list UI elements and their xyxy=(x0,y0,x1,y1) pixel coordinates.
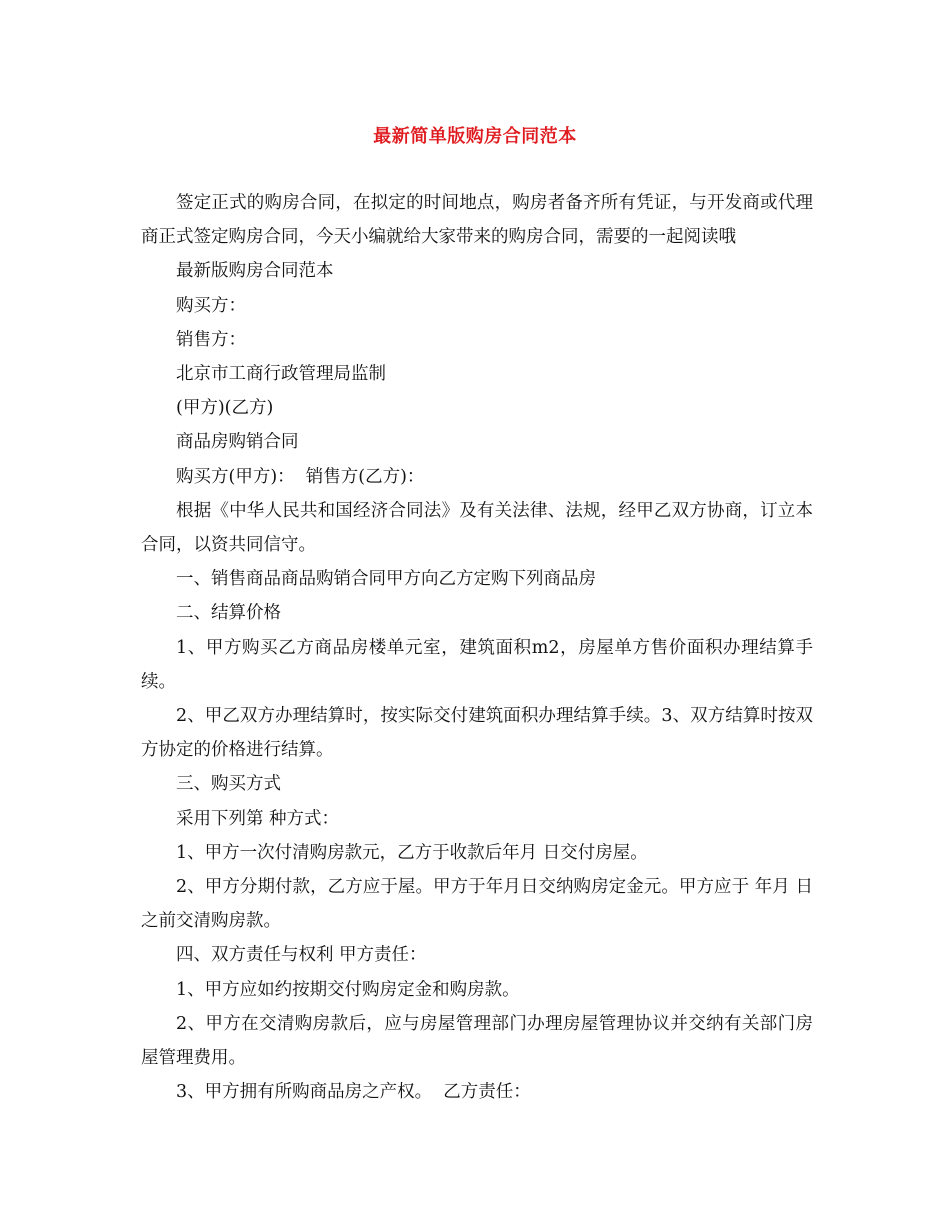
paragraph-method-2: 2、甲方分期付款，乙方应于屋。甲方于年月日交纳购房定金元。甲方应于 年月 日之前交清购房款。 xyxy=(141,877,813,932)
document-body xyxy=(141,186,813,1109)
paragraph-section-1: 一、销售商品商品购销合同甲方向乙方定购下列商品房 xyxy=(176,569,596,590)
paragraph-parties: (甲方)(乙方) xyxy=(176,398,274,419)
paragraph-buyer-seller: 购买方(甲方)： 销售方(乙方)： xyxy=(176,466,425,487)
paragraph-basis: 根据《中华人民共和国经济合同法》及有关法律、法规，经甲乙双方协商，订立本合同，以资共同信守。 xyxy=(141,500,813,556)
paragraph-supervisor: 北京市工商行政管理局监制 xyxy=(176,364,386,385)
paragraph-subtitle: 最新版购房合同范本 xyxy=(176,261,334,282)
paragraph-duty-2: 2、甲方在交清购房款后，应与房屋管理部门办理房屋管理协议并交纳有关部门房屋管理费用。 xyxy=(141,1013,813,1069)
paragraph-method: 采用下列第 种方式： xyxy=(176,808,340,829)
paragraph-seller: 销售方： xyxy=(176,329,246,350)
paragraph-method-1: 1、甲方一次付清购房款元，乙方于收款后年月 日交付房屋。 xyxy=(176,842,648,863)
paragraph-section-2: 二、结算价格 xyxy=(176,603,281,624)
paragraph-contract-name: 商品房购销合同 xyxy=(176,432,299,453)
paragraph-price-1: 1、甲方购买乙方商品房楼单元室，建筑面积m2，房屋单方售价面积办理结算手续。 xyxy=(141,637,813,692)
paragraph-duty-1: 1、甲方应如约按期交付购房定金和购房款。 xyxy=(176,979,520,1000)
paragraph-section-3: 三、购买方式 xyxy=(176,774,281,795)
paragraph-section-4: 四、双方责任与权利 甲方责任： xyxy=(176,945,427,966)
paragraph-buyer: 购买方： xyxy=(176,295,246,316)
paragraph-duty-3: 3、甲方拥有所购商品房之产权。 乙方责任： xyxy=(176,1082,531,1103)
document-title: 最新简单版购房合同范本 xyxy=(373,126,577,147)
paragraph-intro: 签定正式的购房合同，在拟定的时间地点，购房者备齐所有凭证，与开发商或代理商正式签定购房合同，今天小编就给大家带来的购房合同，需要的一起阅读哦 xyxy=(141,193,813,248)
paragraph-price-2: 2、甲乙双方办理结算时，按实际交付建筑面积办理结算手续。3、双方结算时按双方协定的价格进行结算。 xyxy=(141,706,813,761)
